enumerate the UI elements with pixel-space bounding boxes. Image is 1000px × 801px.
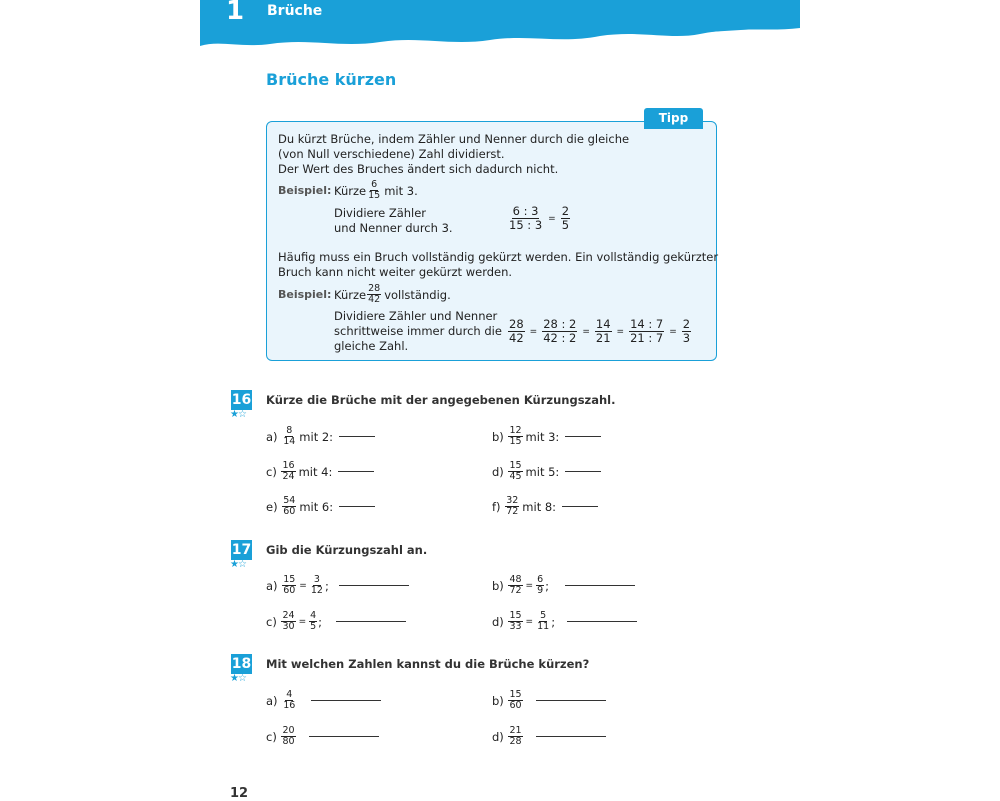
chain-eq: = [582, 326, 590, 337]
example1-step-line2: und Nenner durch 3. [334, 221, 453, 235]
answer-line[interactable] [565, 471, 601, 472]
chapter-number: 1 [226, 0, 245, 26]
chapter-title: Brüche [267, 3, 323, 19]
answer-line[interactable] [536, 736, 606, 737]
task17-item-b: b) $\frac{48}{72}$ = $\frac{6}{9}$ ; [492, 575, 635, 596]
task-number: 16 [231, 392, 252, 408]
tipp-para2-line1: Häufig muss ein Bruch vollständig gekürzt werden. Ein vollständig gekürzter [278, 250, 719, 264]
tipp-para2-line2: Bruch kann nicht weiter gekürzt werden. [278, 265, 513, 279]
chain-fraction: $\frac{2}{3}$ [682, 317, 691, 345]
example1-fraction: $\frac{6}{15}$ [368, 179, 381, 201]
answer-line[interactable] [565, 585, 635, 586]
example1-statement [334, 180, 418, 201]
chain-fraction: $\frac{14}{21}$ [595, 317, 611, 345]
example2-step-line3: gleiche Zahl. [334, 339, 409, 353]
answer-line[interactable] [567, 621, 637, 622]
tipp-text-line1: Du kürzt Brüche, indem Zähler und Nenner durch die gleiche [278, 132, 630, 146]
task16-item-c: c) $\frac{16}{24}$ mit 4: [266, 461, 374, 482]
difficulty-stars-icon: ★☆ [230, 409, 246, 420]
example2-step-line1: Dividiere Zähler und Nenner [334, 309, 498, 323]
answer-line[interactable] [565, 436, 601, 437]
example2-step-line2: schrittweise immer durch die [334, 324, 502, 338]
answer-line[interactable] [339, 436, 375, 437]
task18-item-a: a) $\frac{4}{16}$ [266, 690, 381, 711]
difficulty-stars-icon: ★☆ [230, 559, 246, 570]
task17-item-d: d) $\frac{15}{33}$ = $\frac{5}{11}$ ; [492, 611, 637, 632]
tipp-label: Tipp [644, 108, 703, 129]
task16-item-f: f) $\frac{32}{72}$ mit 8: [492, 496, 598, 517]
page-number: 12 [230, 786, 249, 801]
example2-chain [507, 318, 692, 345]
difficulty-stars-icon: ★☆ [230, 673, 246, 684]
task17-item-c: c) $\frac{24}{30}$ = $\frac{4}{5}$ ; [266, 611, 406, 632]
task16-item-e: e) $\frac{54}{60}$ mit 6: [266, 496, 375, 517]
answer-line[interactable] [562, 506, 598, 507]
task18-item-c: c) $\frac{20}{80}$ [266, 726, 379, 747]
example1-text-post: mit 3. [384, 183, 418, 198]
chain-eq: = [529, 326, 538, 337]
tipp-text-line3: Der Wert des Bruches ändert sich dadurch nicht. [278, 162, 559, 176]
tipp-text-line2: (von Null verschiedene) Zahl dividierst. [278, 147, 505, 161]
example2-text-post: vollständig. [384, 287, 451, 302]
example1-label: Beispiel: [278, 184, 332, 197]
example1-text-pre: Kürze [334, 183, 367, 198]
answer-line[interactable] [311, 700, 381, 701]
task-number: 17 [231, 542, 252, 558]
chain-fraction: $\frac{14 : 7}{21 : 7}$ [630, 317, 664, 345]
example1-result-fraction: $\frac{2}{5}$ [561, 204, 570, 232]
example1-eq: = [548, 213, 556, 224]
example2-fraction: $\frac{28}{42}$ [368, 283, 381, 305]
answer-line[interactable] [536, 700, 606, 701]
task-number: 18 [231, 656, 252, 672]
example1-calc [507, 205, 571, 232]
example2-label: Beispiel: [278, 288, 332, 301]
task-title: Kürze die Brüche mit der angegebenen Kürzungszahl. [266, 393, 616, 407]
task16-item-a: a) $\frac{8}{14}$ mit 2: [266, 426, 375, 447]
task16-item-b: b) $\frac{12}{15}$ mit 3: [492, 426, 601, 447]
task-title: Gib die Kürzungszahl an. [266, 543, 428, 557]
task-title: Mit welchen Zahlen kannst du die Brüche kürzen? [266, 657, 590, 671]
answer-line[interactable] [309, 736, 379, 737]
answer-line[interactable] [338, 471, 374, 472]
answer-line[interactable] [339, 506, 375, 507]
task17-item-a: a) $\frac{15}{60}$ = $\frac{3}{12}$ ; [266, 575, 409, 596]
answer-line[interactable] [339, 585, 409, 586]
answer-line[interactable] [336, 621, 406, 622]
example2-text-pre: Kürze [334, 287, 367, 302]
task18-item-d: d) $\frac{21}{28}$ [492, 726, 606, 747]
section-title: Brüche kürzen [266, 70, 397, 89]
chain-eq: = [616, 326, 625, 337]
chain-eq: = [669, 326, 677, 337]
example1-calc-fraction: $\frac{6 : 3}{15 : 3}$ [509, 204, 543, 232]
chain-fraction: $\frac{28 : 2}{42 : 2}$ [543, 317, 577, 345]
task16-item-d: d) $\frac{15}{45}$ mit 5: [492, 461, 601, 482]
example2-statement [334, 284, 451, 305]
chain-fraction: $\frac{28}{42}$ [509, 317, 524, 345]
example1-step-line1: Dividiere Zähler [334, 206, 427, 220]
task18-item-b: b) $\frac{15}{60}$ [492, 690, 606, 711]
